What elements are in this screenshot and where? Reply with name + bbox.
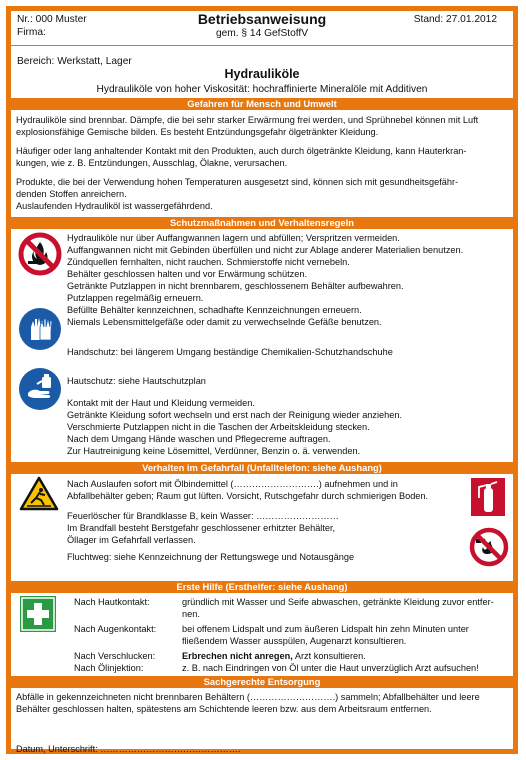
protection-rule: Befüllte Behälter kennzeichnen, schadhafte Kennzeichnungen erneuern. <box>67 305 362 315</box>
no-smoking-no-open-flame-icon <box>18 232 62 276</box>
skin-protection-text: Hautschutz: siehe Hautschutzplan <box>67 376 206 386</box>
hazards-line: explosionsfähige Gemische bilden. Es besteht Entzündungsgefahr ölgetränkter Kleidung. <box>16 127 379 137</box>
company-label: Firma: <box>17 27 46 38</box>
first-aid-instruction <box>182 623 469 647</box>
section-first-aid-title: Erste Hilfe (Ersthelfer: siehe Aushang) <box>11 581 513 593</box>
fire-extinguisher-icon <box>471 478 505 516</box>
first-aid-row <box>74 650 514 662</box>
protection-rule: Putzlappen regelmäßig erneuern. <box>67 293 204 303</box>
document-title: Betriebsanweisung <box>197 11 327 27</box>
wear-gloves-icon <box>18 307 62 351</box>
hygiene-rules <box>67 397 507 457</box>
first-aid-table <box>74 596 514 674</box>
first-aid-instruction <box>182 596 494 620</box>
first-aid-instruction: z. B. nach Eindringen von Öl unter die Haut unverzüglich Arzt aufsuchen! <box>182 663 479 673</box>
first-aid-row <box>74 623 514 647</box>
section-disposal-title: Sachgerechte Entsorgung <box>11 676 513 688</box>
first-aid-label: Nach Ölinjektion: <box>74 663 144 673</box>
skin-protection-icon <box>18 367 62 411</box>
hazards-line: Auslaufenden Hydrauliköl ist wassergefährdend. <box>16 201 213 211</box>
first-aid-instruction-rest: Arzt konsultieren. <box>292 651 366 661</box>
section-emergency-title: Verhalten im Gefahrfall (Unfalltelefon: siehe Aushang) <box>11 462 513 474</box>
section-protection-title: Schutzmaßnahmen und Verhaltensregeln <box>11 217 513 229</box>
first-aid-instruction-line: fließendem Wasser ausspülen, Augenarzt konsultieren. <box>182 636 407 646</box>
first-aid-label: Nach Hautkontakt: <box>74 597 150 607</box>
hazards-text <box>16 114 506 212</box>
date-signature-field[interactable]: Datum, Unterschrift: ………………………………………. <box>16 744 241 754</box>
hazards-line: Häufiger oder lang anhaltender Kontakt mit den Produkten, auch durch ölgetränkte Kleidung, kann Hauterkran- <box>16 146 467 156</box>
first-aid-row <box>74 596 514 620</box>
disposal-line: Abfälle in gekennzeichneten nicht brennbaren Behältern (……………………….) sammeln; Abfallbehälter und leere <box>16 692 480 702</box>
first-aid-icon <box>20 596 56 632</box>
substance-name: Hydrauliköle <box>224 67 300 81</box>
slippery-floor-warning-icon <box>19 476 59 512</box>
protection-rule: Niemals Lebensmittelgefäße oder damit zu verwechselnde Gefäße benutzen. <box>67 317 382 327</box>
hygiene-rule: Zur Hautreinigung keine Lösemittel, Verdünner, Benzin o. ä. verwenden. <box>67 446 361 456</box>
hand-protection-text: Handschutz: bei längerem Umgang beständige Chemikalien-Schutzhandschuhe <box>67 347 393 357</box>
first-aid-row <box>74 662 514 674</box>
first-aid-instruction <box>182 650 366 662</box>
spill-response-text <box>67 478 467 502</box>
first-aid-instruction-line: bei offenem Lidspalt und zum äußeren Lidspalt hin zehn Minuten unter <box>182 624 469 634</box>
first-aid-label: Nach Augenkontakt: <box>74 624 157 634</box>
fire-response-text <box>67 510 467 546</box>
first-aid-label: Nach Verschlucken: <box>74 651 156 661</box>
protection-rule: Zündquellen fernhalten, nicht rauchen. Schmierstoffe nicht vernebeln. <box>67 257 350 267</box>
legal-basis: gem. § 14 GefStoffV <box>215 28 309 39</box>
document-number: Nr.: 000 Muster <box>17 14 87 25</box>
operating-instruction-sheet <box>6 6 518 754</box>
hygiene-rule: Getränkte Kleidung sofort wechseln und erst nach der Reinigung wieder anziehen. <box>67 410 403 420</box>
hygiene-rule: Nach dem Umgang Hände waschen und Pflegecreme auftragen. <box>67 434 331 444</box>
hygiene-rule: Verschmierte Putzlappen nicht in die Taschen der Arbeitskleidung stecken. <box>67 422 370 432</box>
protection-rule: Auffangwannen nicht mit Gebinden überfüllen und nicht zur Ablage anderer Materialien benutzen. <box>67 245 464 255</box>
protection-rule: Getränkte Putzlappen in nicht brennbarem, geschlossenem Behälter aufbewahren. <box>67 281 404 291</box>
fire-response-line: Feuerlöscher für Brandklasse B, kein Wasser: ……………………… <box>67 511 339 521</box>
spill-response-line: Nach Auslaufen sofort mit Ölbindemittel (……………………….) aufnehmen und in <box>67 479 398 489</box>
hazards-line: Produkte, die bei der Verwendung hohen Temperaturen ausgesetzt sind, können sich mit gesundheitsgefähr- <box>16 177 459 187</box>
first-aid-instruction-line: gründlich mit Wasser und Seife abwaschen, getränkte Kleidung zuvor entfer- <box>182 597 494 607</box>
section-hazards-title: Gefahren für Mensch und Umwelt <box>11 98 513 110</box>
fire-response-line: Öllager im Gefahrfall verlassen. <box>67 535 196 545</box>
hygiene-rule: Kontakt mit der Haut und Kleidung vermeiden. <box>67 398 255 408</box>
no-water-extinguishing-icon <box>469 527 509 567</box>
spill-response-line: Abfallbehälter geben; Raum gut lüften. Vorsicht, Rutschgefahr durch schmierigen Boden. <box>67 491 429 501</box>
hazards-line: Hydrauliköle sind brennbar. Dämpfe, die bei sehr starker Erwärmung frei werden, und Sprühnebel können mit Luft <box>16 115 479 125</box>
first-aid-emphasis: Erbrechen nicht anregen, <box>182 651 293 661</box>
protection-rules <box>67 232 507 328</box>
protection-rule: Behälter geschlossen halten und vor Erwärmung schützen. <box>67 269 308 279</box>
substance-description: Hydrauliköle von hoher Viskosität: hochraffinierte Mineralöle mit Additiven <box>96 84 428 95</box>
area-label: Bereich: Werkstatt, Lager <box>17 56 132 67</box>
disposal-text <box>16 691 506 715</box>
revision-date: Stand: 27.01.2012 <box>413 14 497 25</box>
header-divider <box>11 45 513 46</box>
hazards-line: denden Stoffen anreichern. <box>16 189 127 199</box>
protection-rule: Hydrauliköle nur über Auffangwannen lagern und abfüllen; Verspritzen vermeiden. <box>67 233 400 243</box>
disposal-line: Behälter geschlossen halten, spätestens am Schichtende leeren bzw. aus dem Arbeitsraum entfernen. <box>16 704 432 714</box>
hazards-line: kungen, wie z. B. Entzündungen, Ausschlag, Ölakne, verursachen. <box>16 158 288 168</box>
fire-response-line: Im Brandfall besteht Berstgefahr geschlossener erhitzter Behälter, <box>67 523 336 533</box>
escape-route-text: Fluchtweg: siehe Kennzeichnung der Rettungswege und Notausgänge <box>67 552 355 562</box>
first-aid-instruction-line: nen. <box>182 609 200 619</box>
